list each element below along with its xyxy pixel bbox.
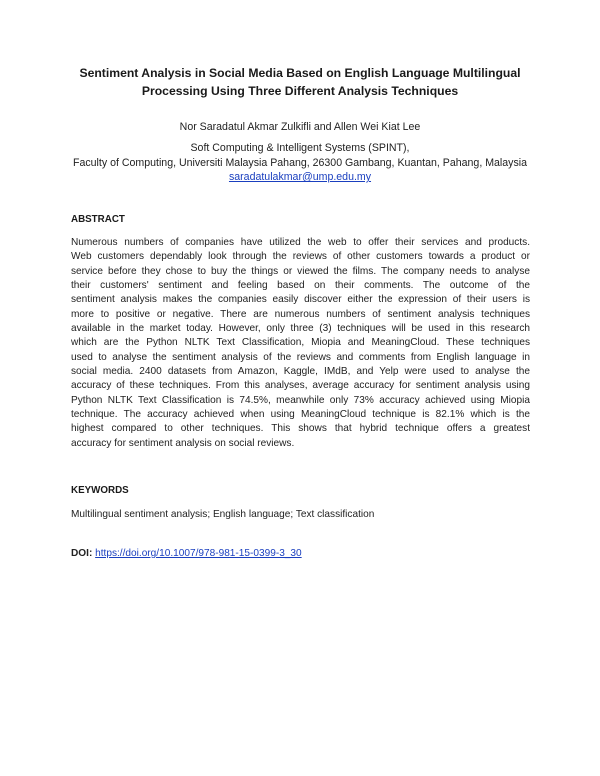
paper-title xyxy=(60,64,540,100)
keywords-text: Multilingual sentiment analysis; English language; Text classification xyxy=(71,509,375,520)
author-affiliation xyxy=(40,141,560,185)
abstract-line: service before they chose to buy the things or viewed the films. The company needs to analyse xyxy=(71,265,530,277)
abstract-line: their customers' sentiment and feeling based on their comments. The outcome of the xyxy=(71,280,530,292)
abstract-line: accuracy for sentiment analysis on social reviews. xyxy=(71,437,295,449)
abstract-line: sentiment analysis makes the companies easily discover either the expression of their users is xyxy=(71,294,530,306)
email-line xyxy=(40,170,560,185)
abstract-line: Numerous numbers of companies have utilized the web to offer their services and products. xyxy=(71,237,530,248)
doi-label: DOI: xyxy=(71,548,93,559)
keywords-heading: KEYWORDS xyxy=(71,485,129,496)
abstract-heading: ABSTRACT xyxy=(71,214,125,225)
abstract-text xyxy=(71,236,530,451)
abstract-line: accuracy of these techniques. From this analyses, average accuracy for sentiment analysis using xyxy=(71,380,530,392)
abstract-line: Web customers dependably look through the reviews of other customers towards a product or xyxy=(71,251,530,263)
abstract-line: social media. 2400 datasets from Amazon, Kaggle, IMdB, and Yelp were used to analyse the xyxy=(71,366,530,378)
affiliation-line-1: Soft Computing & Intelligent Systems (SPINT), xyxy=(190,142,410,154)
doi-link[interactable]: https://doi.org/10.1007/978-981-15-0399-3_30 xyxy=(95,548,302,559)
author-email-link[interactable]: saradatulakmar@ump.edu.my xyxy=(228,171,372,183)
doi-line xyxy=(71,547,530,561)
abstract-line: Python NLTK Text Classification is 74.5%, meanwhile only 73% accuracy achieved using Miopia xyxy=(71,394,530,406)
abstract-line: technique. The accuracy achieved when using MeaningCloud technique is 82.1% which is the xyxy=(71,409,530,421)
paper-authors: Nor Saradatul Akmar Zulkifli and Allen Wei Kiat Lee xyxy=(179,121,421,133)
abstract-line: which are the Python NLTK Text Classification, Miopia and MeaningCloud. These techniques xyxy=(71,337,530,349)
abstract-line: more to positive or negative. There are numerous numbers of sentiment analysis techniques xyxy=(71,308,530,320)
abstract-line: available in the market today. However, only three (3) techniques will be used in this research xyxy=(71,323,530,335)
abstract-line: used to analyse the sentiment analysis of the reviews and comments from English language in xyxy=(71,351,530,363)
affiliation-line-2: Faculty of Computing, Universiti Malaysia Pahang, 26300 Gambang, Kuantan, Pahang, Malaysia xyxy=(72,156,528,169)
abstract-line: highest compared to other techniques. This shows that hybrid technique offers a greatest xyxy=(71,423,530,435)
paper-title-line-2: Processing Using Three Different Analysis Techniques xyxy=(141,84,459,98)
paper-title-line-1: Sentiment Analysis in Social Media Based on English Language Multilingual xyxy=(79,66,521,80)
